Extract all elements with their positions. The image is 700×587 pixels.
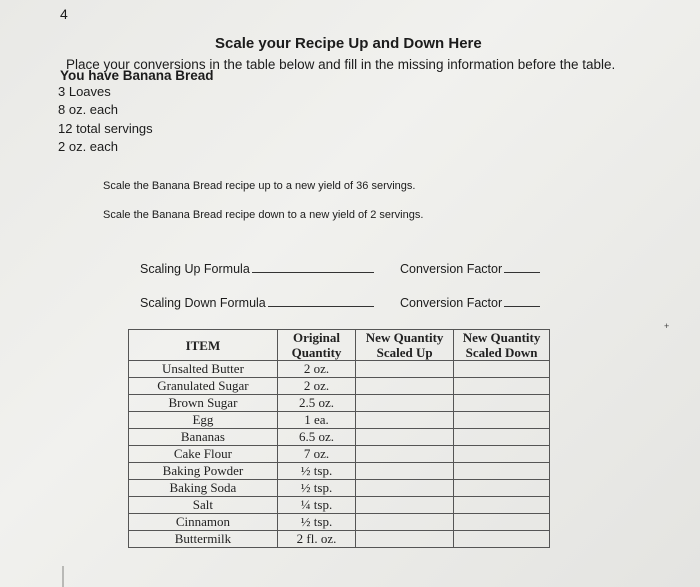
header-scaled-down <box>454 330 550 361</box>
instruction-text: Place your conversions in the table below and fill in the missing information before the table. <box>66 57 616 72</box>
cell-item: Egg <box>129 412 278 429</box>
cell-original-quantity: ½ tsp. <box>277 514 355 531</box>
scaling-up-blank[interactable] <box>252 271 374 273</box>
page-edge-divider <box>62 566 64 587</box>
cell-scaled-up[interactable] <box>356 480 454 497</box>
info-loaves: 3 Loaves <box>58 84 111 99</box>
header-scaled-up-line2: Scaled Up <box>376 345 433 360</box>
table-row <box>129 480 550 497</box>
cell-scaled-up[interactable] <box>356 361 454 378</box>
info-total-servings: 12 total servings <box>58 121 153 136</box>
cell-original-quantity: 1 ea. <box>277 412 355 429</box>
cell-item: Baking Powder <box>129 463 278 480</box>
cell-item: Granulated Sugar <box>129 378 278 395</box>
page-number: 4 <box>60 6 68 22</box>
cell-item: Baking Soda <box>129 480 278 497</box>
info-weight-each: 8 oz. each <box>58 102 118 117</box>
scaling-down-formula <box>140 296 374 310</box>
scaling-down-label: Scaling Down Formula <box>140 296 266 310</box>
cell-original-quantity: 2 oz. <box>277 361 355 378</box>
cell-scaled-down[interactable] <box>454 429 550 446</box>
recipe-table <box>128 329 550 548</box>
conversion-factor-down-blank[interactable] <box>504 305 540 307</box>
cell-item: Cinnamon <box>129 514 278 531</box>
conversion-factor-up-blank[interactable] <box>504 271 540 273</box>
cell-scaled-down[interactable] <box>454 378 550 395</box>
cell-item: Brown Sugar <box>129 395 278 412</box>
conversion-factor-down <box>400 296 540 310</box>
header-scaled-up-line1: New Quantity <box>365 330 444 345</box>
table-row <box>129 361 550 378</box>
header-scaled-up <box>356 330 454 361</box>
cell-scaled-up[interactable] <box>356 412 454 429</box>
cell-original-quantity: 2 oz. <box>277 378 355 395</box>
cell-scaled-down[interactable] <box>454 395 550 412</box>
task-scale-down: Scale the Banana Bread recipe down to a new yield of 2 servings. <box>103 209 424 221</box>
table-row <box>129 514 550 531</box>
cell-scaled-down[interactable] <box>454 514 550 531</box>
table-row <box>129 378 550 395</box>
table-row <box>129 395 550 412</box>
table-row <box>129 531 550 548</box>
recipe-heading: You have Banana Bread <box>60 68 214 83</box>
cell-scaled-down[interactable] <box>454 446 550 463</box>
cell-scaled-up[interactable] <box>356 429 454 446</box>
cell-scaled-up[interactable] <box>356 497 454 514</box>
cell-scaled-up[interactable] <box>356 378 454 395</box>
cell-scaled-down[interactable] <box>454 497 550 514</box>
table-header-row <box>129 330 550 361</box>
cell-original-quantity: 2.5 oz. <box>277 395 355 412</box>
scaling-down-blank[interactable] <box>268 305 374 307</box>
scaling-up-label: Scaling Up Formula <box>140 262 250 276</box>
cell-scaled-up[interactable] <box>356 463 454 480</box>
cell-item: Unsalted Butter <box>129 361 278 378</box>
header-item: ITEM <box>129 330 278 361</box>
cell-original-quantity: ½ tsp. <box>277 480 355 497</box>
cell-scaled-down[interactable] <box>454 361 550 378</box>
cell-scaled-down[interactable] <box>454 480 550 497</box>
cell-original-quantity: 6.5 oz. <box>277 429 355 446</box>
header-scaled-down-line2: Scaled Down <box>465 345 538 360</box>
cell-scaled-up[interactable] <box>356 395 454 412</box>
scaling-up-formula <box>140 262 374 276</box>
info-serving-size: 2 oz. each <box>58 139 118 154</box>
header-scaled-down-line1: New Quantity <box>462 330 541 345</box>
cell-item: Bananas <box>129 429 278 446</box>
cell-original-quantity: ¼ tsp. <box>277 497 355 514</box>
table-row <box>129 412 550 429</box>
conversion-factor-up <box>400 262 540 276</box>
cell-scaled-down[interactable] <box>454 531 550 548</box>
cell-scaled-down[interactable] <box>454 412 550 429</box>
header-original-line1: Original <box>293 330 340 345</box>
cell-scaled-down[interactable] <box>454 463 550 480</box>
page-title: Scale your Recipe Up and Down Here <box>215 35 482 52</box>
table-row <box>129 446 550 463</box>
header-original-quantity <box>277 330 355 361</box>
cell-item: Cake Flour <box>129 446 278 463</box>
table-row <box>129 463 550 480</box>
cell-original-quantity: ½ tsp. <box>277 463 355 480</box>
conversion-factor-down-label: Conversion Factor <box>400 296 503 310</box>
table-row <box>129 497 550 514</box>
conversion-factor-up-label: Conversion Factor <box>400 262 503 276</box>
table-row <box>129 429 550 446</box>
cell-item: Buttermilk <box>129 531 278 548</box>
cell-scaled-up[interactable] <box>356 531 454 548</box>
header-original-line2: Quantity <box>291 345 342 360</box>
cell-scaled-up[interactable] <box>356 514 454 531</box>
margin-mark: + <box>664 321 670 331</box>
cell-original-quantity: 7 oz. <box>277 446 355 463</box>
cell-item: Salt <box>129 497 278 514</box>
cell-scaled-up[interactable] <box>356 446 454 463</box>
task-scale-up: Scale the Banana Bread recipe up to a new yield of 36 servings. <box>103 180 416 192</box>
cell-original-quantity: 2 fl. oz. <box>277 531 355 548</box>
